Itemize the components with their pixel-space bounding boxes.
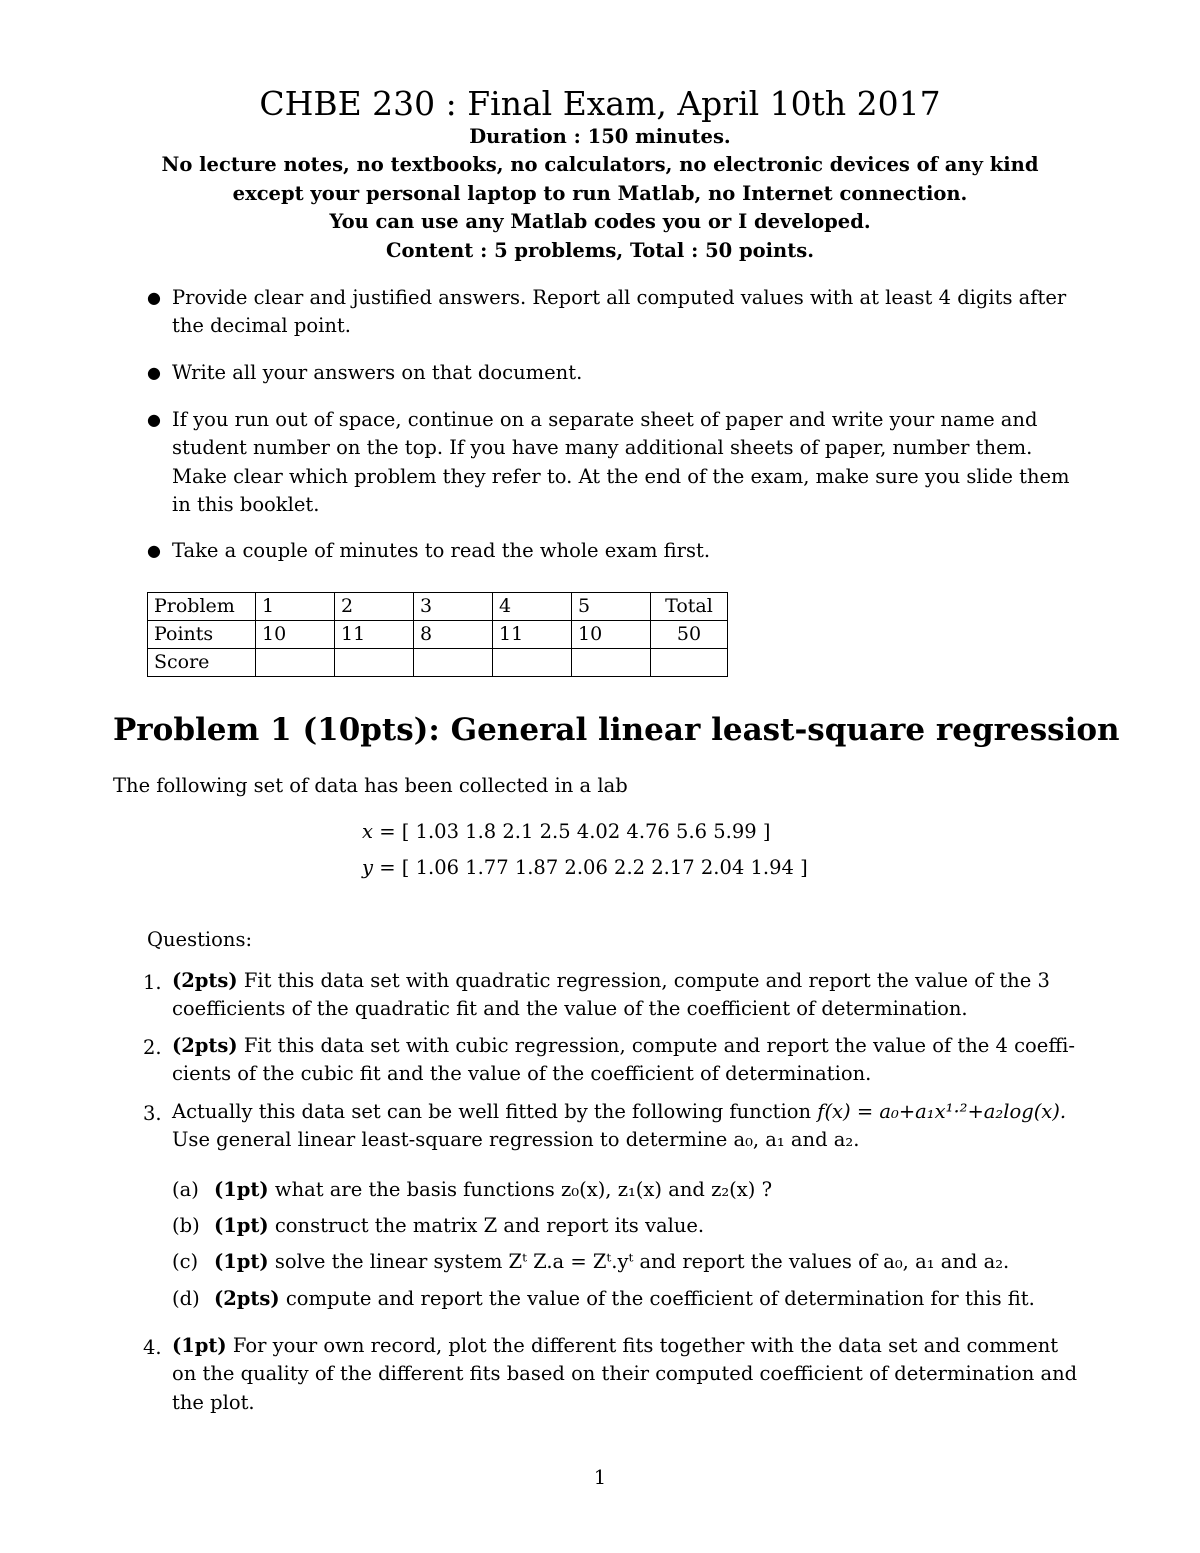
problem-1-title: Problem 1 (10pts): General linear least-square regression (113, 712, 1120, 748)
table-row (148, 593, 728, 621)
subquestion-a: (1pt) what are the basis functions z₀(x), z₁(x) and z₂(x) ? (214, 1178, 773, 1201)
exam-title: CHBE 230 : Final Exam, April 10th 2017 (259, 84, 941, 123)
score-cell[interactable] (651, 649, 728, 677)
instruction-item: Provide clear and justified answers. Report all computed values with at least 4 digits after the decimal point. (172, 286, 1067, 338)
table-cell: Total (651, 593, 728, 621)
question-1: (2pts) Fit this data set with quadratic regression, compute and report the value of the 3 coefficients of the quadratic fit and the value of the coefficient of determination. (172, 969, 1050, 1021)
score-cell[interactable] (493, 649, 572, 677)
subquestion-label: (d) (172, 1287, 200, 1310)
exam-rules-line-1: No lecture notes, no textbooks, no calculators, no electronic devices of any kind (161, 153, 1039, 176)
question-3: Actually this data set can be well fitted by the following function f(x) = a₀+a₁x¹·²+a₂log(x). Use general linear least-square regression to determine a₀, a₁ and a₂. (172, 1100, 1067, 1152)
question-points: (2pts) (172, 1034, 238, 1057)
instruction-item: Write all your answers on that document. (172, 361, 583, 384)
page-number: 1 (593, 1466, 607, 1489)
subquestion-label: (b) (172, 1214, 200, 1237)
instruction-item: Take a couple of minutes to read the whole exam first. (172, 539, 711, 562)
exam-rules-line-2: except your personal laptop to run Matlab, no Internet connection. (232, 182, 968, 205)
question-2: (2pts) Fit this data set with cubic regression, compute and report the value of the 4 coeffi- cients of the cubic fit and the value of the coefficient of determination. (172, 1034, 1075, 1086)
table-cell: 8 (414, 621, 493, 649)
exam-page: CHBE 230 : Final Exam, April 10th 2017 Duration : 150 minutes. No lecture notes, no textbooks, no calculators, no electronic devices of any kind except your personal laptop to run Matlab, no Internet connection. You can use any Matlab codes you or I developed. Content : 5 problems, Total : 50 points. ● Provide clear and justified answers. Report all computed values with at least 4 digits after the decimal point. ● Write all your answers on that document. ● If you run out of space, continue on a separate sheet of paper and write your name and student number on the top. If you have many additional sheets of paper, number them. Make clear which problem they refer to. At the end of the exam, make sure you slide them in this booklet. ● Take a couple of minutes to read the whole exam first. Problem 1 2 3 4 5 Total Points 10 11 8 11 10 50 Score Problem 1 (10pts): General linear least-square regression The following set of data has been collected in a lab x = [ 1.03 1.8 2.1 2.5 4.02 4.76 5.6 5.99 ] y = [ 1.06 1.77 1.87 2.06 2.2 2.17 2.04 1.94 ] Questions: 1. (2pts) Fit this data set with quadratic regression, compute and report the value of the 3 coefficients of the quadratic fit and the value of the coefficient of determination. 2. (2pts) Fit this data set with cubic regression, compute and report the value of the 4 coeffi- cients of the cubic fit and the value of the coefficient of determination. 3. Actually this data set can be well fitted by the following function f(x) = a₀+a₁x¹·²+a₂log(x). Use general linear least-square regression to determine a₀, a₁ and a₂. (a) (1pt) what are the basis functions z₀(x), z₁(x) and z₂(x) ? (b) (1pt) construct the matrix Z and report its value. (c) (1pt) solve the linear system Zᵗ Z.a = Zᵗ.yᵗ and report the values of a₀, a₁ and a₂. (d) (2pts) compute and report the value of the coefficient of determination for this fit. 4. (1pt) For your own record, plot the different fits together with the data set and comment on the quality of the different fits based on their computed coefficient of determination and the plot. 1 (0, 0, 1200, 1553)
score-label: Score (148, 649, 256, 677)
subquestion-d: (2pts) compute and report the value of the coefficient of determination for this fit. (214, 1287, 1035, 1310)
score-cell[interactable] (335, 649, 414, 677)
score-cell[interactable] (572, 649, 651, 677)
bullet-icon: ● (147, 541, 161, 560)
exam-rules-line-3: You can use any Matlab codes you or I developed. (329, 210, 871, 233)
y-values: [ 1.06 1.77 1.87 2.06 2.2 2.17 2.04 1.94 ] (401, 856, 808, 879)
points-label: Points (148, 621, 256, 649)
subquestion-label: (c) (172, 1250, 199, 1273)
fit-function: f(x) = a₀+a₁x¹·²+a₂log(x). (817, 1100, 1067, 1123)
table-cell: 11 (335, 621, 414, 649)
exam-content-summary: Content : 5 problems, Total : 50 points. (385, 239, 815, 262)
table-cell: 2 (335, 593, 414, 621)
bullet-icon: ● (147, 410, 161, 429)
subquestion-c: (1pt) solve the linear system Zᵗ Z.a = Zᵗ.yᵗ and report the values of a₀, a₁ and a₂. (214, 1250, 1010, 1273)
question-points: (1pt) (172, 1334, 227, 1357)
x-variable: x (362, 820, 373, 843)
question-number: 2. (143, 1036, 162, 1059)
table-cell: 3 (414, 593, 493, 621)
table-cell: 4 (493, 593, 572, 621)
question-4: (1pt) For your own record, plot the different fits together with the data set and comment on the quality of the different fits based on their computed coefficient of determination and the plot. (172, 1334, 1078, 1414)
instruction-item: If you run out of space, continue on a separate sheet of paper and write your name and student number on the top. If you have many additional sheets of paper, number them. Make clear which problem they refer to. At the end of the exam, make sure you slide them in this booklet. (172, 408, 1070, 517)
score-table (147, 592, 728, 677)
table-cell: 5 (572, 593, 651, 621)
table-row (148, 621, 728, 649)
x-values: [ 1.03 1.8 2.1 2.5 4.02 4.76 5.6 5.99 ] (401, 820, 771, 843)
problem-label: Problem (148, 593, 256, 621)
bullet-icon: ● (147, 288, 161, 307)
table-cell: 1 (256, 593, 335, 621)
question-number: 3. (143, 1102, 162, 1125)
table-row (148, 649, 728, 677)
bullet-icon: ● (147, 363, 161, 382)
question-points: (2pts) (172, 969, 238, 992)
question-number: 1. (143, 971, 162, 994)
y-variable: y (362, 856, 374, 879)
subquestion-b: (1pt) construct the matrix Z and report its value. (214, 1214, 705, 1237)
questions-label: Questions: (147, 928, 253, 951)
question-number: 4. (143, 1336, 162, 1359)
subquestion-label: (a) (172, 1178, 199, 1201)
table-cell: 11 (493, 621, 572, 649)
score-cell[interactable] (256, 649, 335, 677)
score-cell[interactable] (414, 649, 493, 677)
exam-duration: Duration : 150 minutes. (469, 125, 731, 148)
table-cell: 50 (651, 621, 728, 649)
table-cell: 10 (256, 621, 335, 649)
problem-1-intro: The following set of data has been collected in a lab (113, 774, 628, 797)
table-cell: 10 (572, 621, 651, 649)
